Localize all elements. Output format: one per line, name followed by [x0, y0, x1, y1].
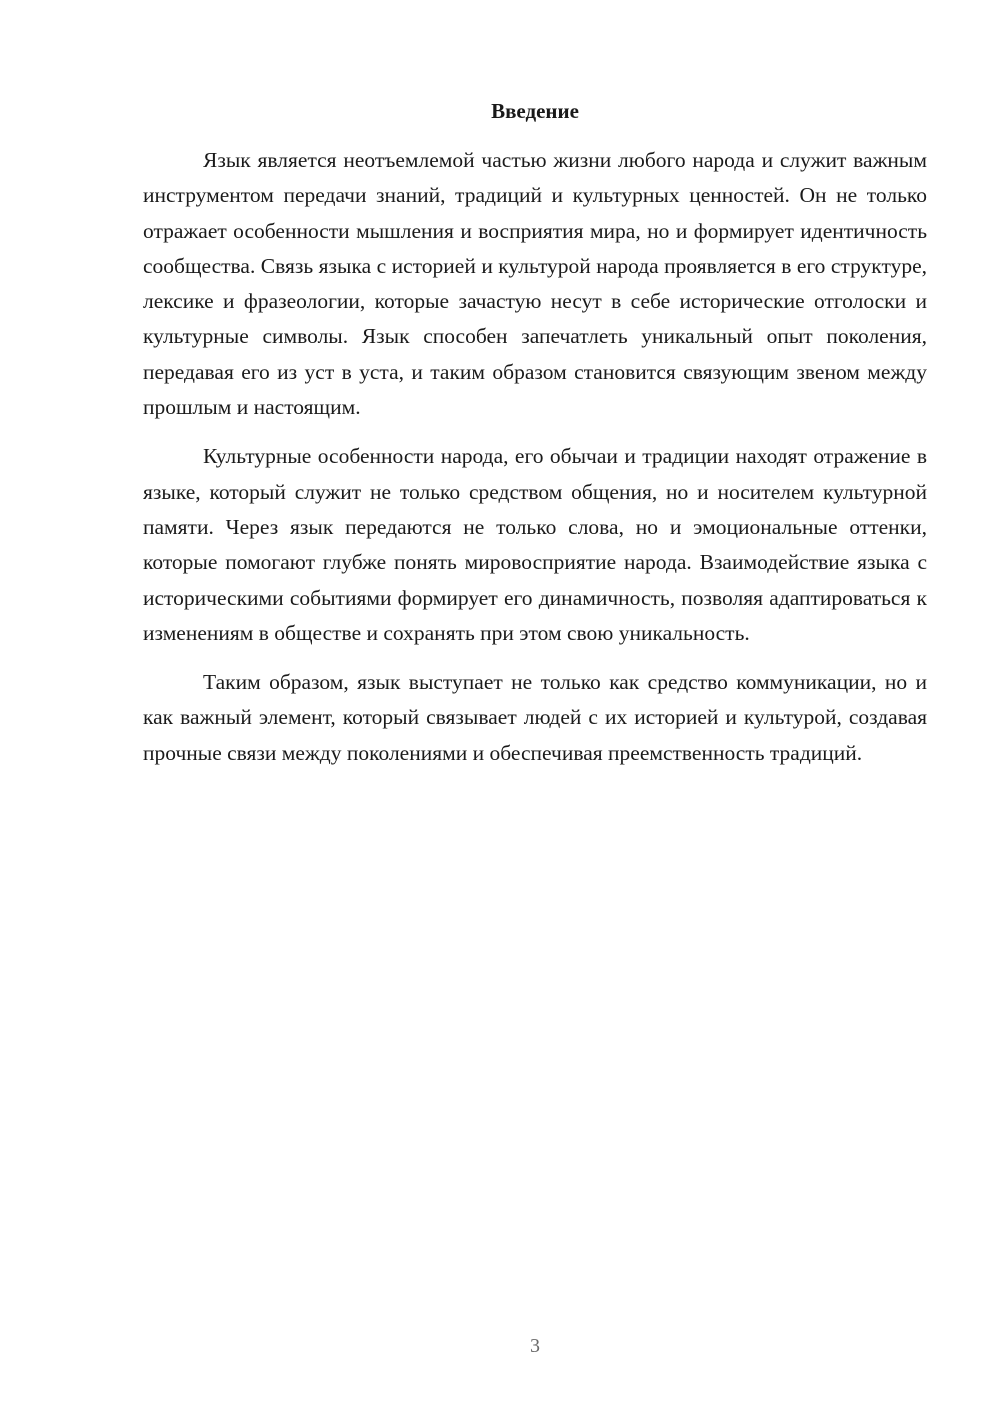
paragraph-1: Язык является неотъемлемой частью жизни любого народа и служит важным инструментом передачи знаний, традиций и культурных ценностей. Он не только отражает особенности мышления и восприятия мира, но и формирует идентичность сообщества. Связь языка с историей и культурой народа проявляется в его структуре, лексике и фразеологии, которые зачастую несут в себе исторические отголоски и культурные символы. Язык способен запечатлеть уникальный опыт поколения, передавая его из уст в уста, и таким образом становится связующим звеном между прошлым и настоящим.	[143, 148, 927, 420]
section-heading: Введение	[491, 99, 579, 123]
body-text	[143, 143, 927, 785]
paragraph-2: Культурные особенности народа, его обычаи и традиции находят отражение в языке, который служит не только средством общения, но и носителем культурной памяти. Через язык передаются не только слова, но и эмоциональные оттенки, которые помогают глубже понять мировосприятие народа. Взаимодействие языка с историческими событиями формирует его динамичность, позволяя адаптироваться к изменениям в обществе и сохранять при этом свою уникальность.	[143, 444, 927, 645]
paragraph-3: Таким образом, язык выступает не только как средство коммуникации, но и как важный элемент, который связывает людей с их историей и культурой, создавая прочные связи между поколениями и обеспечивая преемственность традиций.	[143, 670, 927, 765]
page-number: 3	[530, 1335, 540, 1357]
